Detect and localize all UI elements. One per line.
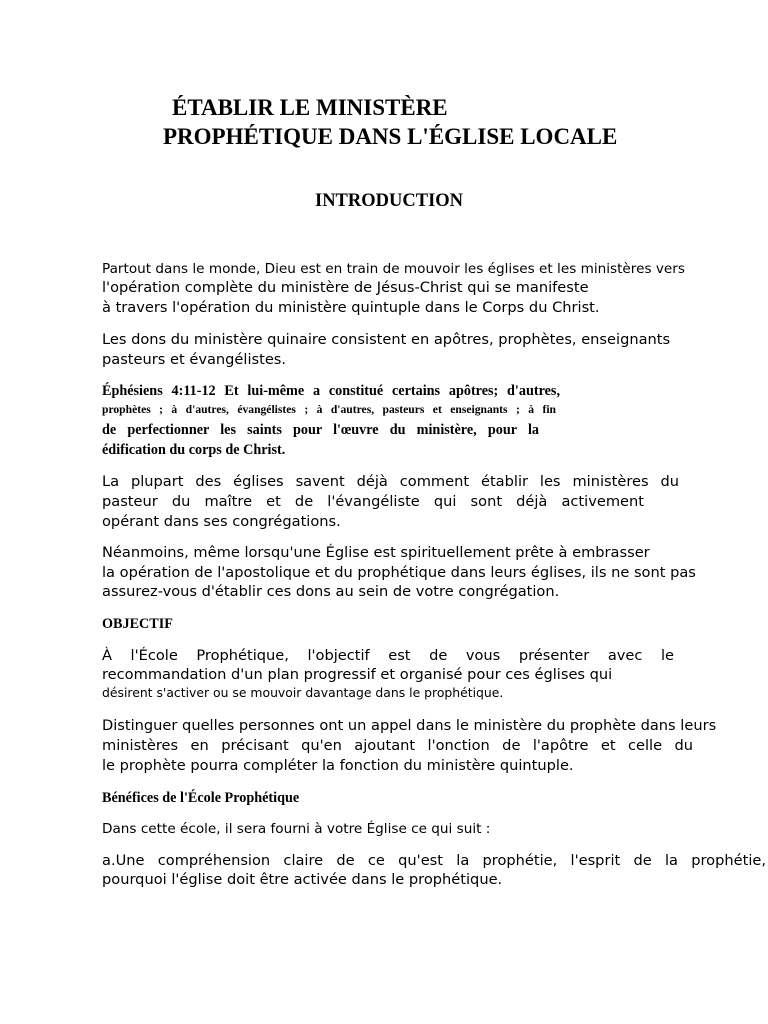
paragraph-1-line-2: l'opération complète du ministère de Jésus-Christ qui se manifeste (102, 279, 589, 296)
paragraph-3-line-3: opérant dans ses congrégations. (102, 513, 341, 530)
benefices-heading: Bénéfices de l'École Prophétique (102, 790, 300, 806)
verse-line-2: prophètes ; à d'autres, évangélistes ; à d'autres, pasteurs et enseignants ; à fin (102, 403, 556, 416)
paragraph-4-line-1: Néanmoins, même lorsqu'une Église est spirituellement prête à embrasser (102, 544, 650, 561)
title-line-2: PROPHÉTIQUE DANS L'ÉGLISE LOCALE (163, 124, 618, 149)
paragraph-1-line-3: à travers l'opération du ministère quintuple dans le Corps du Christ. (102, 299, 600, 316)
paragraph-2-line-2: pasteurs et évangélistes. (102, 351, 287, 368)
verse-line-3: de perfectionner les saints pour l'œuvre du ministère, pour la (102, 422, 539, 438)
paragraph-5-line-2: recommandation d'un plan progressif et organisé pour ces églises qui (102, 666, 613, 683)
paragraph-6-line-1: Distinguer quelles personnes ont un appel dans le ministère du prophète dans leurs (102, 717, 717, 734)
paragraph-2-line-1: Les dons du ministère quinaire consistent en apôtres, prophètes, enseignants (102, 331, 671, 348)
paragraph-8-line-1: a.Une compréhension claire de ce qu'est la prophétie, l'esprit de la prophétie, (102, 852, 766, 869)
paragraph-8-line-2: pourquoi l'église doit être activée dans le prophétique. (102, 871, 503, 888)
paragraph-7: Dans cette école, il sera fourni à votre Église ce qui suit : (102, 821, 491, 837)
paragraph-4-line-2: la opération de l'apostolique et du prophétique dans leurs églises, ils ne sont pas (102, 564, 696, 581)
verse-line-1: Éphésiens 4:11-12 Et lui-même a constitué certains apôtres; d'autres, (102, 383, 560, 399)
paragraph-3-line-1: La plupart des églises savent déjà comment établir les ministères du (102, 473, 679, 490)
paragraph-6-line-3: le prophète pourra compléter la fonction du ministère quintuple. (102, 757, 574, 774)
paragraph-4-line-3: assurez-vous d'établir ces dons au sein de votre congrégation. (102, 583, 560, 600)
objectif-heading: OBJECTIF (102, 616, 173, 632)
paragraph-5-line-1: À l'École Prophétique, l'objectif est de vous présenter avec le (102, 647, 674, 664)
paragraph-1-line-1: Partout dans le monde, Dieu est en train de mouvoir les églises et les ministères vers (102, 261, 685, 277)
verse-line-4: édification du corps de Christ. (102, 442, 286, 458)
paragraph-5-line-3: désirent s'activer ou se mouvoir davantage dans le prophétique. (102, 685, 504, 700)
paragraph-3-line-2: pasteur du maître et de l'évangéliste qui sont déjà activement (102, 493, 644, 510)
introduction-heading: INTRODUCTION (315, 191, 464, 211)
paragraph-6-line-2: ministères en précisant qu'en ajoutant l'onction de l'apôtre et celle du (102, 737, 693, 754)
title-line-1: ÉTABLIR LE MINISTÈRE (172, 95, 448, 120)
